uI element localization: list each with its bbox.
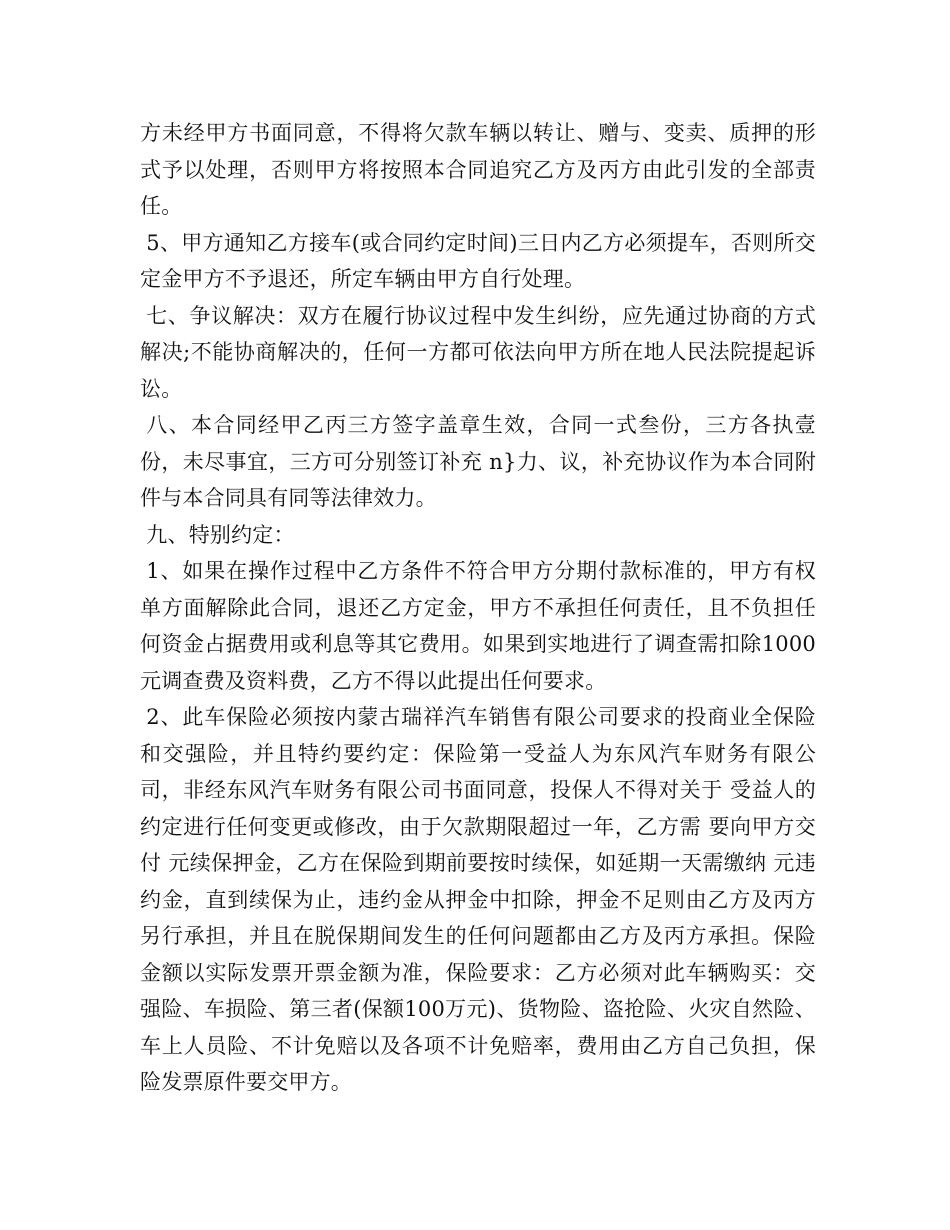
document-page [140,115,816,1101]
paragraph-dispute-resolution: 七、争议解决：双方在履行协议过程中发生纠纷，应先通过协商的方式解决;不能协商解决的，任何一方都可依法向甲方所在地人民法院提起诉讼。 [140,303,816,401]
paragraph-contract-effect: 八、本合同经甲乙丙三方签字盖章生效，合同一式叁份，三方各执壹份，未尽事宜，三方可分别签订补充 n}力、议，补充协议作为本合同附件与本合同具有同等法律效力。 [140,413,816,510]
paragraph-clause-5: 5、甲方通知乙方接车(或合同约定时间)三日内乙方必须提车，否则所交定金甲方不予退还，所定车辆由甲方自行处理。 [140,230,816,291]
paragraph-special-term-2: 2、此车保险必须按内蒙古瑞祥汽车销售有限公司要求的投商业全保险和交强险，并且特约要约定：保险第一受益人为东风汽车财务有限公司，非经东风汽车财务有限公司书面同意，投保人不得对关于 受益人的约定进行任何变更或修改，由于欠款期限超过一年，乙方需 要向甲方交付 元续保押金，乙方在保险到期前要按时续保，如延期一天需缴纳 元违约金，直到续保为止，违约金从押金中扣除，押金不足则由乙方及丙方另行承担，并且在脱保期间发生的任何问题都由乙方及丙方承担。保险金额以实际发票开票金额为准，保险要求：乙方必须对此车辆购买：交强险、车损险、第三者(保额100万元)、货物险、盗抢险、火灾自然险、车上人员险、不计免赔以及各项不计免赔率，费用由乙方自己负担，保险发票原件要交甲方。 [140,705,816,1094]
paragraph-special-terms-heading: 九、特别约定： [146,522,295,547]
paragraph-continuation: 方未经甲方书面同意，不得将欠款车辆以转让、赠与、变卖、质押的形式予以处理，否则甲方将按照本合同追究乙方及丙方由此引发的全部责任。 [140,121,816,218]
paragraph-special-term-1: 1、如果在操作过程中乙方条件不符合甲方分期付款标准的，甲方有权单方面解除此合同，退还乙方定金，甲方不承担任何责任，且不负担任何资金占据费用或利息等其它费用。如果到实地进行了调查需扣除1000元调查费及资料费，乙方不得以此提出任何要求。 [140,559,816,693]
